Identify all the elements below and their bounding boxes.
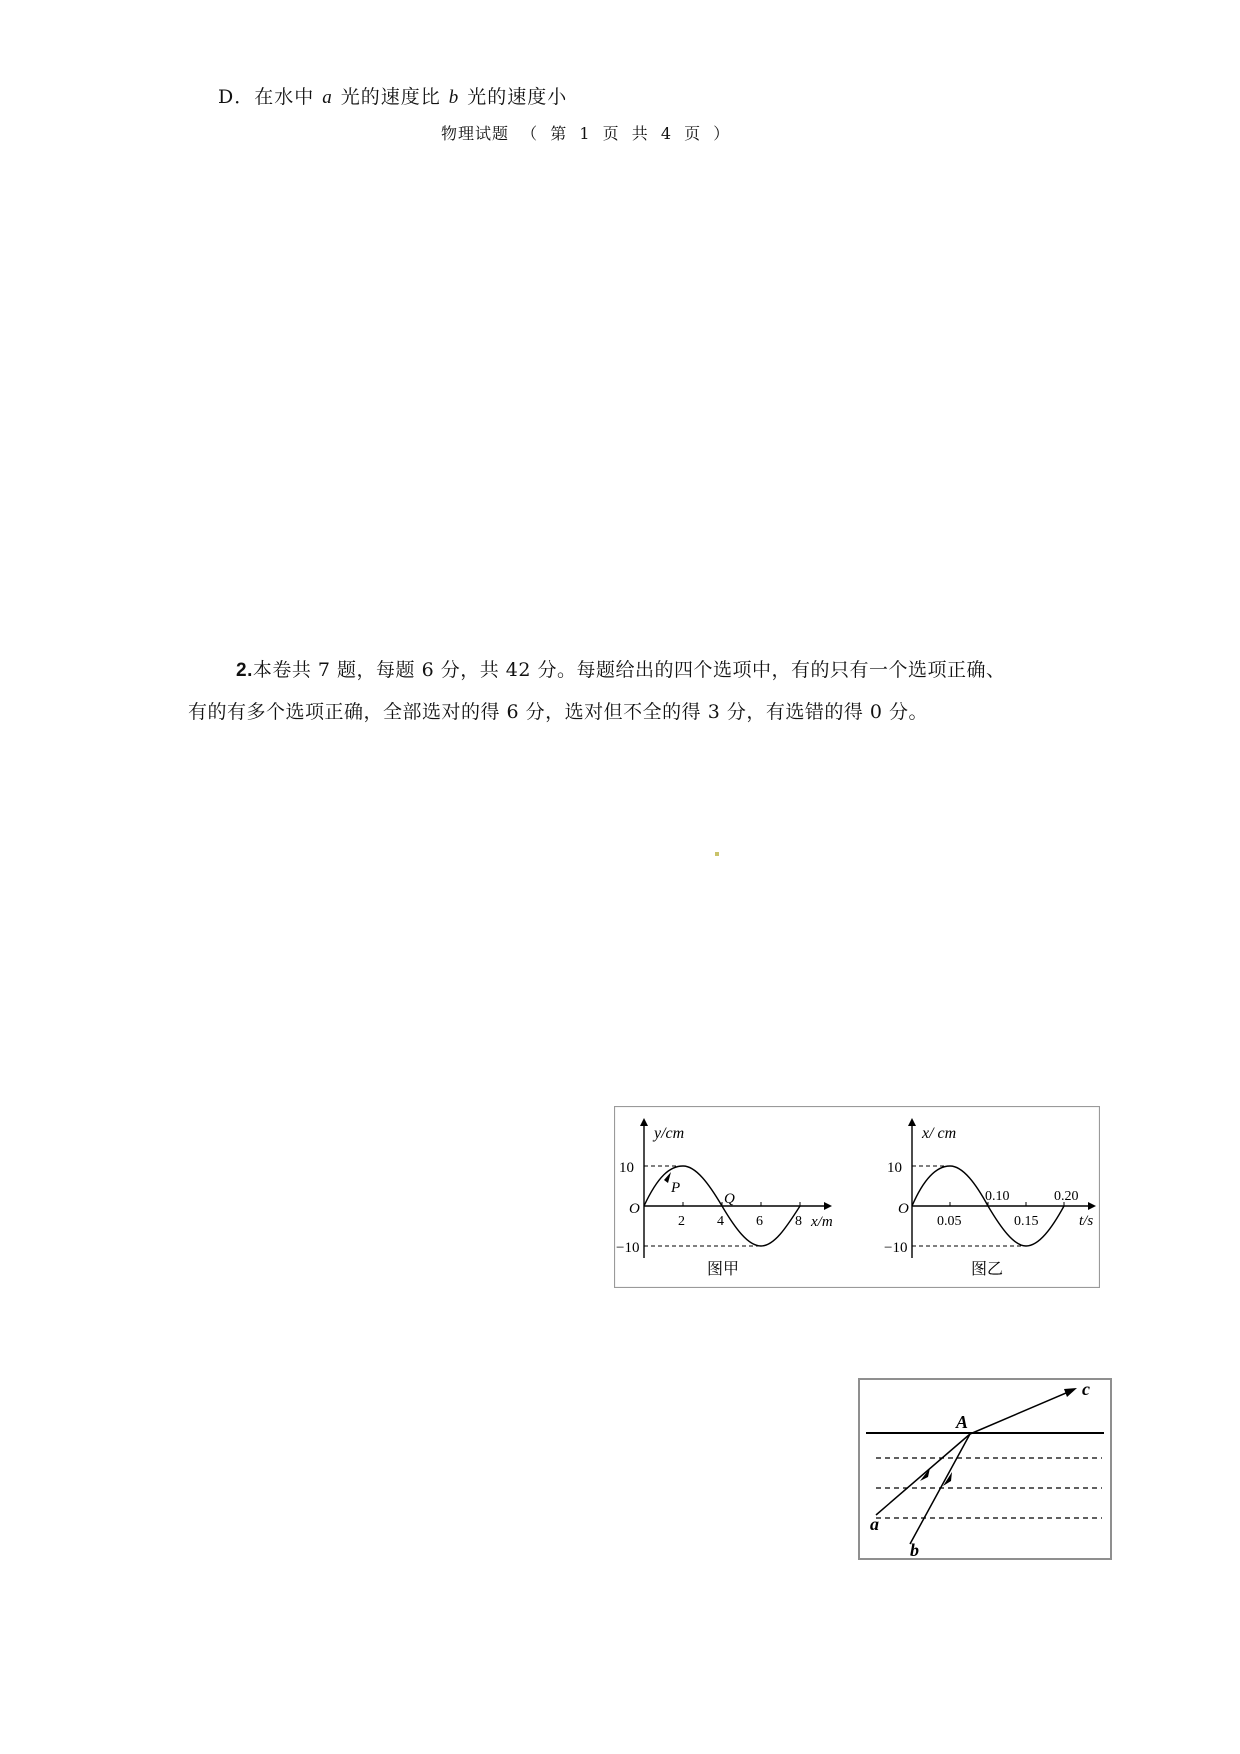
ray-b-label: b	[910, 1540, 919, 1560]
jia-point-q: Q	[724, 1191, 735, 1207]
yi-y-label: x/ cm	[922, 1125, 957, 1142]
footer-page-unit: 页	[602, 124, 620, 143]
light-figure	[858, 1378, 1112, 1560]
jia-bottom-tick: −10	[616, 1240, 640, 1256]
instruction-line-1	[236, 655, 1005, 682]
jia-xtick-4: 4	[717, 1214, 724, 1229]
footer-paren-close: ）	[713, 124, 731, 143]
jia-point-p: P	[671, 1180, 681, 1196]
yi-xtick-005: 0.05	[937, 1214, 962, 1229]
yi-bottom-tick: −10	[884, 1240, 908, 1256]
instruction-line-2	[188, 697, 928, 724]
yi-xtick-015: 0.15	[1014, 1214, 1039, 1229]
footer-total-num: 4	[660, 124, 673, 143]
jia-xtick-8: 8	[795, 1214, 802, 1229]
wave-figure	[614, 1106, 1100, 1288]
jia-origin: O	[629, 1201, 640, 1217]
jia-xtick-2: 2	[678, 1214, 685, 1229]
wave-figure-frame	[615, 1107, 1100, 1288]
point-a-label: A	[956, 1412, 969, 1432]
stray-dot	[715, 852, 719, 856]
footer-page-word: 第	[550, 124, 568, 143]
jia-caption: 图甲	[707, 1261, 740, 1278]
jia-y-label: y/cm	[654, 1125, 685, 1142]
option-d-label: D．在水中	[218, 86, 315, 108]
yi-xtick-010: 0.10	[985, 1189, 1010, 1204]
footer-total-word: 共	[631, 124, 649, 143]
instruction-text-1: 本卷共 7 题，每题 6 分，共 42 分。每题给出的四个选项中，有的只有一个选项正确、	[252, 659, 1006, 681]
yi-origin: O	[898, 1201, 909, 1217]
option-d-mid: 光的速度比	[340, 86, 441, 108]
page-footer	[438, 121, 733, 144]
jia-top-tick: 10	[619, 1160, 634, 1176]
jia-xtick-6: 6	[756, 1214, 763, 1229]
footer-subject: 物理试题	[441, 124, 510, 143]
ray-c-label: c	[1082, 1379, 1090, 1399]
footer-total-unit: 页	[684, 124, 702, 143]
jia-x-label: x/m	[811, 1214, 833, 1230]
option-d-var-a: a	[322, 87, 333, 108]
instruction-text-2: 有的有多个选项正确，全部选对的得 6 分，选对但不全的得 3 分，有选错的得 0 分。	[188, 701, 929, 723]
yi-x-label: t/s	[1079, 1213, 1094, 1229]
yi-top-tick: 10	[887, 1160, 902, 1176]
ray-a-label: a	[870, 1514, 879, 1534]
option-d-tail: 光的速度小	[467, 86, 568, 108]
light-figure-frame	[859, 1379, 1111, 1559]
option-d-var-b: b	[448, 87, 460, 108]
instruction-number: 2.	[236, 660, 253, 681]
yi-xtick-020: 0.20	[1054, 1189, 1079, 1204]
footer-page-num: 1	[579, 124, 591, 143]
yi-caption: 图乙	[971, 1261, 1004, 1278]
footer-paren-open: （	[521, 124, 539, 143]
option-d	[218, 82, 567, 109]
